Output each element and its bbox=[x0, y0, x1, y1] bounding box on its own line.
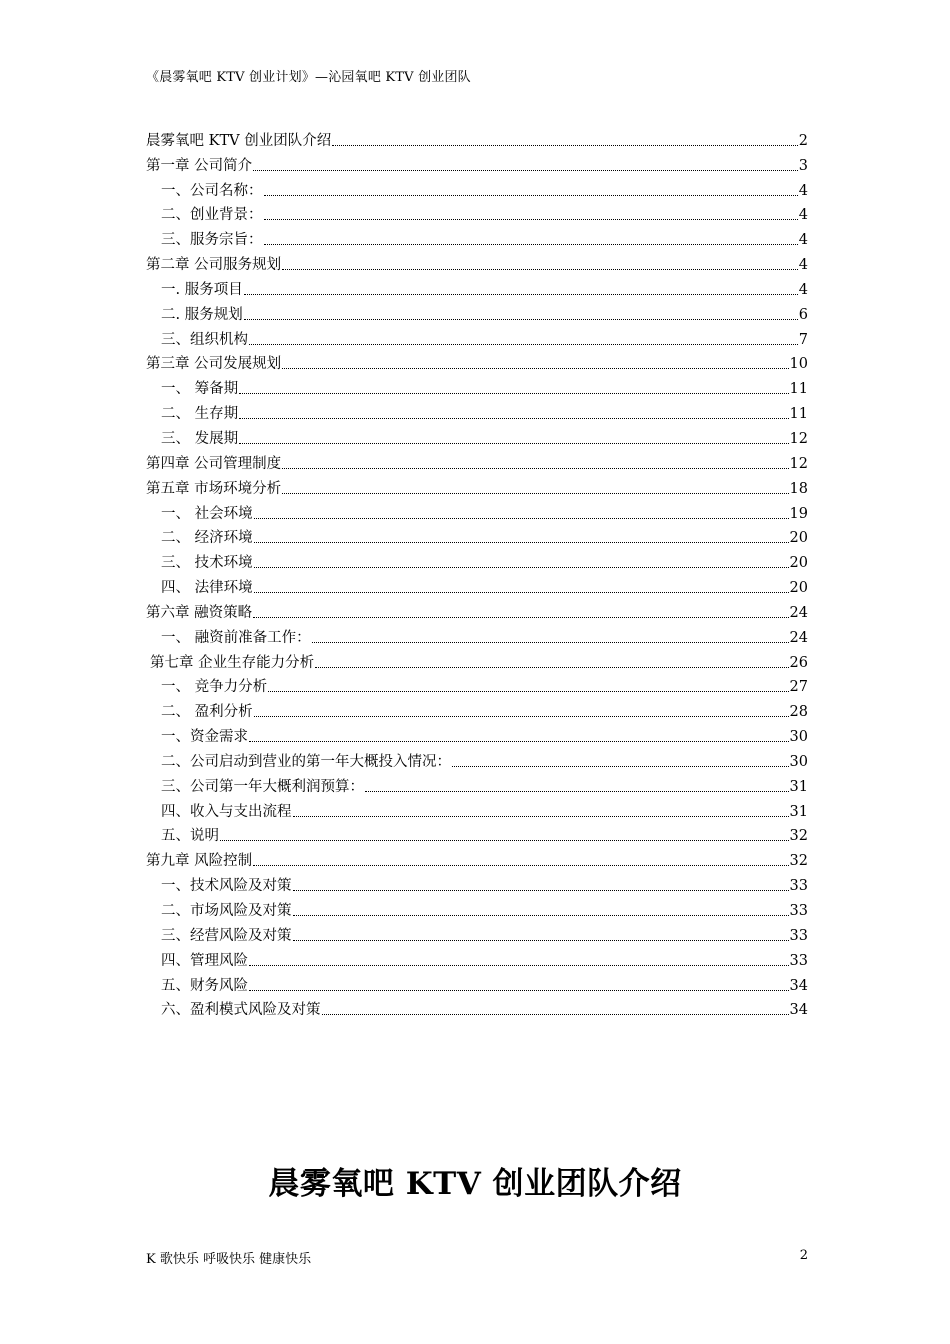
toc-dot-leader bbox=[254, 518, 789, 519]
toc-dot-leader bbox=[293, 940, 789, 941]
toc-entry[interactable] bbox=[146, 870, 808, 895]
toc-entry-page: 18 bbox=[789, 480, 808, 497]
toc-dot-leader bbox=[249, 344, 798, 345]
toc-entry-page: 12 bbox=[789, 430, 808, 447]
toc-entry-page: 24 bbox=[789, 629, 808, 646]
toc-dot-leader bbox=[254, 716, 789, 717]
toc-entry-page: 4 bbox=[798, 281, 808, 298]
toc-entry-label: 四、管理风险 bbox=[161, 952, 248, 969]
toc-entry-label: 一、 社会环境 bbox=[161, 505, 253, 522]
toc-entry[interactable] bbox=[146, 373, 808, 398]
toc-entry-page: 7 bbox=[798, 331, 808, 348]
toc-entry-page: 11 bbox=[789, 406, 808, 423]
toc-entry[interactable] bbox=[146, 498, 808, 523]
toc-entry-page: 20 bbox=[789, 530, 808, 547]
toc-entry[interactable] bbox=[146, 274, 808, 299]
toc-dot-leader bbox=[244, 319, 798, 320]
toc-entry[interactable] bbox=[146, 696, 808, 721]
toc-dot-leader bbox=[239, 443, 788, 444]
toc-entry-label: 三、公司第一年大概利润预算： bbox=[161, 778, 364, 795]
toc-entry[interactable] bbox=[146, 200, 808, 225]
toc-entry[interactable] bbox=[146, 224, 808, 249]
toc-entry-label: 一、 筹备期 bbox=[161, 381, 239, 398]
toc-dot-leader bbox=[254, 592, 789, 593]
toc-entry[interactable] bbox=[146, 125, 808, 150]
toc-entry[interactable] bbox=[146, 523, 808, 548]
toc-entry-page: 34 bbox=[789, 1002, 808, 1019]
toc-entry[interactable] bbox=[146, 845, 808, 870]
toc-entry-label: 一、 竞争力分析 bbox=[161, 679, 268, 696]
toc-entry-page: 33 bbox=[789, 927, 808, 944]
toc-entry-page: 6 bbox=[798, 306, 808, 323]
toc-entry-label: 二、创业背景： bbox=[161, 207, 263, 224]
toc-entry-label: 二. 服务规划 bbox=[161, 306, 243, 323]
table-of-contents bbox=[146, 125, 808, 1019]
toc-entry[interactable] bbox=[146, 672, 808, 697]
toc-dot-leader bbox=[322, 1014, 789, 1015]
toc-entry-page: 20 bbox=[789, 580, 808, 597]
toc-dot-leader bbox=[239, 393, 788, 394]
toc-entry[interactable] bbox=[146, 796, 808, 821]
toc-entry-page: 4 bbox=[798, 182, 808, 199]
toc-entry-label: 三、经营风险及对策 bbox=[161, 927, 292, 944]
toc-dot-leader bbox=[365, 791, 789, 792]
toc-entry[interactable] bbox=[146, 423, 808, 448]
toc-entry-page: 3 bbox=[798, 157, 808, 174]
toc-dot-leader bbox=[244, 294, 798, 295]
toc-dot-leader bbox=[253, 617, 788, 618]
toc-entry-label: 第七章 企业生存能力分析 bbox=[150, 654, 315, 671]
toc-entry-page: 30 bbox=[789, 729, 808, 746]
toc-dot-leader bbox=[249, 965, 789, 966]
toc-dot-leader bbox=[253, 170, 798, 171]
toc-entry-label: 一、技术风险及对策 bbox=[161, 878, 292, 895]
toc-entry[interactable] bbox=[146, 249, 808, 274]
toc-dot-leader bbox=[254, 542, 789, 543]
toc-entry-label: 第一章 公司简介 bbox=[146, 157, 253, 174]
toc-dot-leader bbox=[249, 990, 789, 991]
toc-entry[interactable] bbox=[146, 647, 808, 672]
toc-entry-page: 33 bbox=[789, 878, 808, 895]
toc-dot-leader bbox=[254, 567, 789, 568]
toc-entry[interactable] bbox=[146, 771, 808, 796]
toc-entry[interactable] bbox=[146, 597, 808, 622]
toc-dot-leader bbox=[282, 493, 788, 494]
toc-entry[interactable] bbox=[146, 970, 808, 995]
toc-entry[interactable] bbox=[146, 398, 808, 423]
toc-entry-page: 4 bbox=[798, 232, 808, 249]
toc-dot-leader bbox=[264, 244, 798, 245]
toc-entry-page: 31 bbox=[789, 803, 808, 820]
toc-entry-page: 26 bbox=[789, 654, 808, 671]
toc-dot-leader bbox=[293, 890, 789, 891]
toc-dot-leader bbox=[293, 915, 789, 916]
toc-entry-label: 一. 服务项目 bbox=[161, 281, 243, 298]
toc-entry-page: 33 bbox=[789, 952, 808, 969]
toc-dot-leader bbox=[312, 642, 789, 643]
toc-entry[interactable] bbox=[146, 448, 808, 473]
toc-entry-label: 第二章 公司服务规划 bbox=[146, 257, 282, 274]
toc-dot-leader bbox=[264, 219, 798, 220]
toc-entry-page: 34 bbox=[789, 977, 808, 994]
toc-entry[interactable] bbox=[146, 920, 808, 945]
toc-dot-leader bbox=[452, 766, 789, 767]
running-header: 《晨雾氧吧 KTV 创业计划》—沁园氧吧 KTV 创业团队 bbox=[146, 70, 471, 85]
toc-dot-leader bbox=[249, 741, 789, 742]
toc-entry-page: 19 bbox=[789, 505, 808, 522]
toc-entry-page: 33 bbox=[789, 903, 808, 919]
toc-entry[interactable] bbox=[146, 349, 808, 374]
toc-entry[interactable] bbox=[146, 821, 808, 846]
toc-entry-label: 第三章 公司发展规划 bbox=[146, 356, 282, 373]
toc-entry-label: 二、 经济环境 bbox=[161, 530, 253, 547]
toc-entry-label: 一、资金需求 bbox=[161, 729, 248, 746]
toc-entry[interactable] bbox=[146, 995, 808, 1020]
toc-entry[interactable] bbox=[146, 150, 808, 175]
toc-entry-label: 二、 生存期 bbox=[161, 406, 239, 423]
toc-entry[interactable] bbox=[146, 299, 808, 324]
toc-entry-page: 4 bbox=[798, 207, 808, 224]
toc-entry-page: 30 bbox=[789, 753, 808, 770]
toc-entry-label: 五、财务风险 bbox=[161, 977, 248, 994]
toc-entry-label: 晨雾氧吧 KTV 创业团队介绍 bbox=[146, 132, 332, 149]
toc-entry-label: 四、 法律环境 bbox=[161, 580, 253, 597]
toc-entry[interactable] bbox=[146, 746, 808, 771]
toc-entry-label: 一、 融资前准备工作： bbox=[161, 629, 311, 646]
toc-dot-leader bbox=[264, 195, 798, 196]
toc-entry[interactable] bbox=[146, 572, 808, 597]
toc-entry[interactable] bbox=[146, 547, 808, 572]
toc-entry-page: 32 bbox=[789, 853, 808, 870]
toc-entry-label: 第六章 融资策略 bbox=[146, 604, 253, 621]
toc-entry[interactable] bbox=[146, 324, 808, 349]
toc-entry-page: 31 bbox=[789, 778, 808, 795]
toc-entry-page: 32 bbox=[789, 828, 808, 845]
toc-dot-leader bbox=[282, 269, 798, 270]
toc-entry-label: 四、收入与支出流程 bbox=[161, 803, 292, 820]
toc-entry-label: 第四章 公司管理制度 bbox=[146, 455, 282, 472]
toc-entry-label: 一、公司名称： bbox=[161, 182, 263, 199]
toc-entry[interactable] bbox=[146, 895, 808, 920]
toc-entry-page: 4 bbox=[798, 257, 808, 274]
toc-entry-page: 27 bbox=[789, 679, 808, 696]
footer-slogan: K 歌快乐 呼吸快乐 健康快乐 bbox=[146, 1252, 312, 1267]
toc-dot-leader bbox=[315, 667, 788, 668]
toc-entry-page: 2 bbox=[798, 132, 808, 149]
toc-entry[interactable] bbox=[146, 622, 808, 647]
toc-dot-leader bbox=[293, 816, 789, 817]
toc-dot-leader bbox=[239, 418, 788, 419]
section-title: 晨雾氧吧 KTV 创业团队介绍 bbox=[268, 1166, 682, 1202]
toc-entry-label: 二、公司启动到营业的第一年大概投入情况： bbox=[161, 753, 451, 770]
toc-dot-leader bbox=[268, 691, 788, 692]
toc-dot-leader bbox=[282, 468, 788, 469]
toc-entry-label: 二、市场风险及对策 bbox=[161, 903, 292, 919]
toc-dot-leader bbox=[253, 865, 788, 866]
toc-entry[interactable] bbox=[146, 473, 808, 498]
toc-dot-leader bbox=[282, 368, 788, 369]
toc-entry-label: 六、盈利模式风险及对策 bbox=[161, 1002, 321, 1019]
toc-entry-label: 三、服务宗旨： bbox=[161, 232, 263, 249]
toc-entry-page: 10 bbox=[789, 356, 808, 373]
toc-entry-label: 三、 技术环境 bbox=[161, 555, 253, 572]
toc-entry-page: 28 bbox=[789, 704, 808, 721]
toc-entry-label: 三、组织机构 bbox=[161, 331, 248, 348]
toc-entry-label: 二、 盈利分析 bbox=[161, 704, 253, 721]
toc-dot-leader bbox=[220, 840, 789, 841]
toc-entry-label: 第九章 风险控制 bbox=[146, 853, 253, 870]
toc-entry[interactable] bbox=[146, 945, 808, 970]
toc-entry-label: 三、 发展期 bbox=[161, 430, 239, 447]
toc-entry[interactable] bbox=[146, 175, 808, 200]
toc-entry-page: 24 bbox=[789, 604, 808, 621]
toc-entry-page: 20 bbox=[789, 555, 808, 572]
toc-dot-leader bbox=[332, 145, 798, 146]
toc-entry-label: 第五章 市场环境分析 bbox=[146, 480, 282, 497]
toc-entry-label: 五、说明 bbox=[161, 828, 219, 845]
toc-entry-page: 12 bbox=[789, 455, 808, 472]
toc-entry-page: 11 bbox=[789, 381, 808, 398]
toc-entry[interactable] bbox=[146, 721, 808, 746]
footer-page-number: 2 bbox=[799, 1248, 808, 1263]
